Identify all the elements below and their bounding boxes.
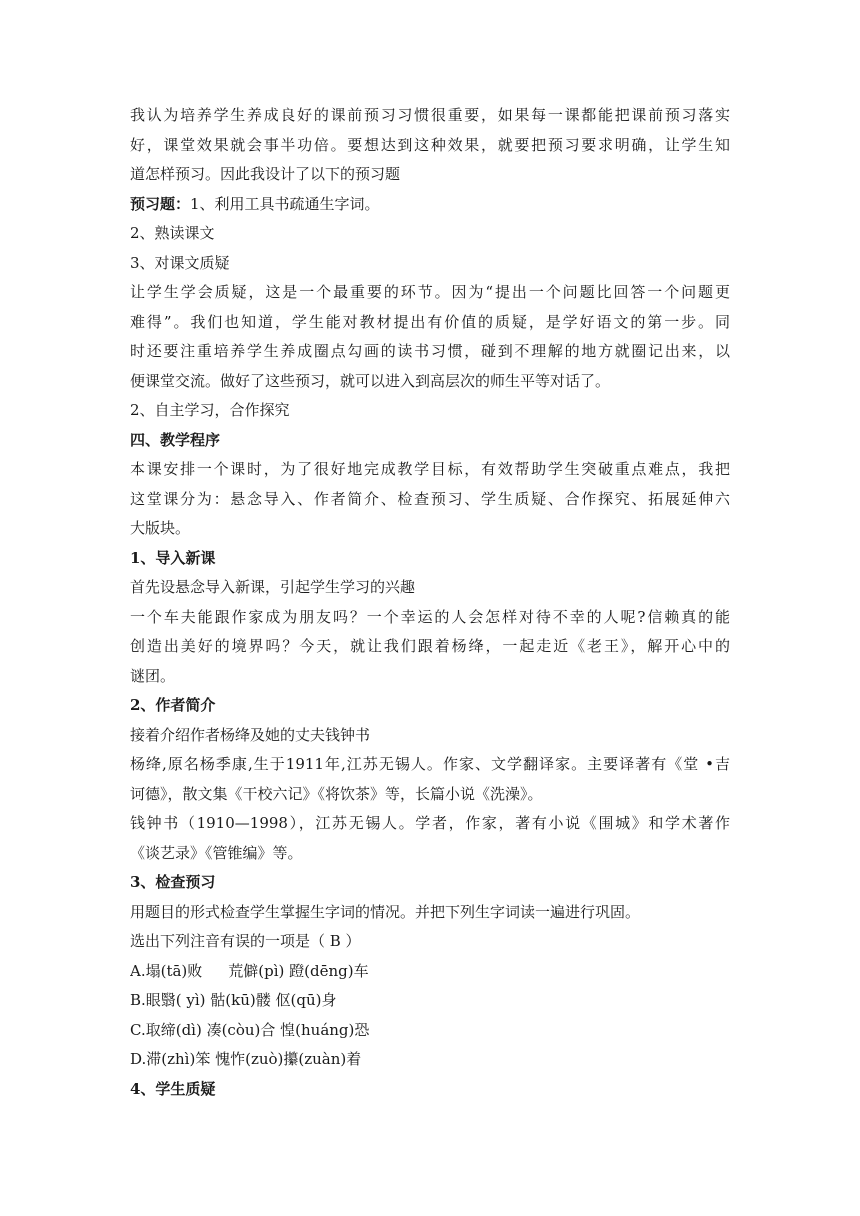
paragraph-line: 让学生学会质疑，这是一个最重要的环节。因为“提出一个问题比回答一个问题更 — [130, 283, 730, 301]
paragraph-line: 诃德》，散文集《干校六记》《将饮茶》等，长篇小说《洗澡》。 — [130, 784, 543, 803]
paragraph-line: 便课堂交流。做好了这些预习，就可以进入到高层次的师生平等对话了。 — [130, 371, 611, 390]
section-heading: 4、学生质疑 — [130, 1079, 216, 1098]
paragraph-line: 大版块。 — [130, 519, 191, 537]
paragraph-line: 本课安排一个课时，为了很好地完成教学目标，有效帮助学生突破重点难点，我把 — [130, 460, 730, 478]
paragraph-line: 《谈艺录》《管锥编》等。 — [130, 843, 303, 862]
document-page — [130, 101, 730, 1104]
paragraph-line: 难得”。我们也知道，学生能对教材提出有价值的质疑，是学好语文的第一步。同 — [130, 312, 730, 331]
paragraph-line: 时还要注重培养学生养成圈点勾画的读书习惯，碰到不理解的地方就圈记出来，以 — [130, 342, 730, 360]
paragraph-line: 一个车夫能跟作家成为朋友吗？一个幸运的人会怎样对待不幸的人呢?信赖真的能 — [130, 607, 730, 626]
option-b: B.眼翳( yì) 骷(kū)髅 伛(qū)身 — [130, 991, 337, 1009]
list-item: 3、对课文质疑 — [130, 253, 230, 272]
paragraph-line: 好，课堂效果就会事半功倍。要想达到这种效果，就要把预习要求明确，让学生知 — [130, 135, 730, 154]
option-a-first: A.塌(tā)败 — [130, 961, 203, 980]
list-item: 2、熟读课文 — [130, 224, 215, 242]
section-heading: 3、检查预习 — [130, 873, 216, 891]
option-a — [130, 957, 730, 987]
option-c: C.取缔(dì) 凑(còu)合 惶(huáng)恐 — [130, 1020, 370, 1039]
question-stem: 选出下列注音有误的一项是（ B ） — [130, 932, 361, 950]
section-heading: 四、教学程序 — [130, 430, 221, 449]
preview-item: 1、利用工具书疏通生字词。 — [190, 194, 380, 213]
paragraph-line: 道怎样预习。因此我设计了以下的预习题 — [130, 165, 401, 183]
section-heading: 2、作者简介 — [130, 696, 216, 714]
paragraph-line: 创造出美好的境界吗？今天，就让我们跟着杨绛，一起走近《老王》，解开心中的 — [130, 637, 730, 655]
paragraph-line: 我认为培养学生养成良好的课前预习习惯很重要，如果每一课都能把课前预习落实 — [130, 106, 730, 124]
paragraph-line: 谜团。 — [130, 666, 176, 685]
option-a-rest: 荒僻(pì) 蹬(dēng)车 — [228, 961, 369, 980]
paragraph-line: 首先设悬念导入新课，引起学生学习的兴趣 — [130, 578, 416, 596]
preview-questions-line — [130, 190, 730, 220]
paragraph-line: 用题目的形式检查学生掌握生字词的情况。并把下列生字词读一遍进行巩固。 — [130, 902, 641, 921]
option-d: D.滞(zhì)笨 愧怍(zuò)攥(zuàn)着 — [130, 1050, 362, 1068]
preview-label: 预习题： — [130, 194, 191, 213]
paragraph-line: 这堂课分为：悬念导入、作者简介、检查预习、学生质疑、合作探究、拓展延伸六 — [130, 489, 730, 508]
section-heading: 1、导入新课 — [130, 548, 216, 567]
paragraph-line: 杨绛,原名杨季康,生于1911年,江苏无锡人。作家、文学翻译家。主要译著有《堂 •吉 — [130, 755, 730, 773]
paragraph-line: 钱钟书（1910—1998），江苏无锡人。学者，作家，著有小说《围城》和学术著作 — [130, 814, 730, 832]
paragraph-line: 接着介绍作者杨绛及她的丈夫钱钟书 — [130, 725, 371, 744]
list-item: 2、自主学习，合作探究 — [130, 401, 290, 419]
